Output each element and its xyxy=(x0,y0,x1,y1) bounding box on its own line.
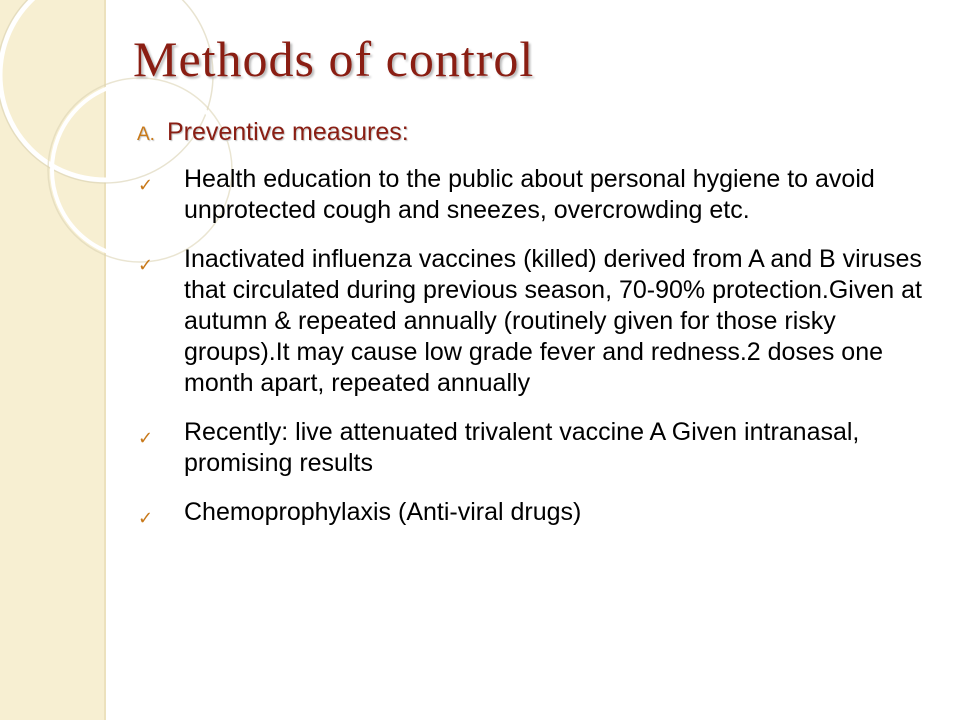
list-item xyxy=(138,497,928,528)
bullet-text: Health education to the public about personal hygiene to avoid unprotected cough and sneezes, overcrowding etc. xyxy=(184,165,875,224)
slide-title: Methods of control xyxy=(133,31,535,87)
section-letter: A. xyxy=(137,124,155,145)
bullet-text: Chemoprophylaxis (Anti-viral drugs) xyxy=(184,498,582,526)
checkmark-icon: ✓ xyxy=(138,508,154,529)
section-heading xyxy=(137,118,409,147)
list-item xyxy=(138,244,928,399)
checkmark-icon: ✓ xyxy=(138,255,154,276)
checkmark-icon: ✓ xyxy=(138,175,154,196)
checkmark-icon: ✓ xyxy=(138,428,154,449)
section-label: Preventive measures: xyxy=(166,118,409,146)
list-item xyxy=(138,417,928,479)
bullet-list xyxy=(138,164,928,546)
bullet-text: Recently: live attenuated trivalent vaccine A Given intranasal, promising results xyxy=(184,418,860,477)
list-item xyxy=(138,164,928,226)
bullet-text: Inactivated influenza vaccines (killed) derived from A and B viruses that circulated during previous season, 70-90% protection.Given at autumn & repeated annually (routinely given for those risky groups).It may cause low grade fever and redness.2 doses one month apart, repeated annually xyxy=(184,245,922,397)
